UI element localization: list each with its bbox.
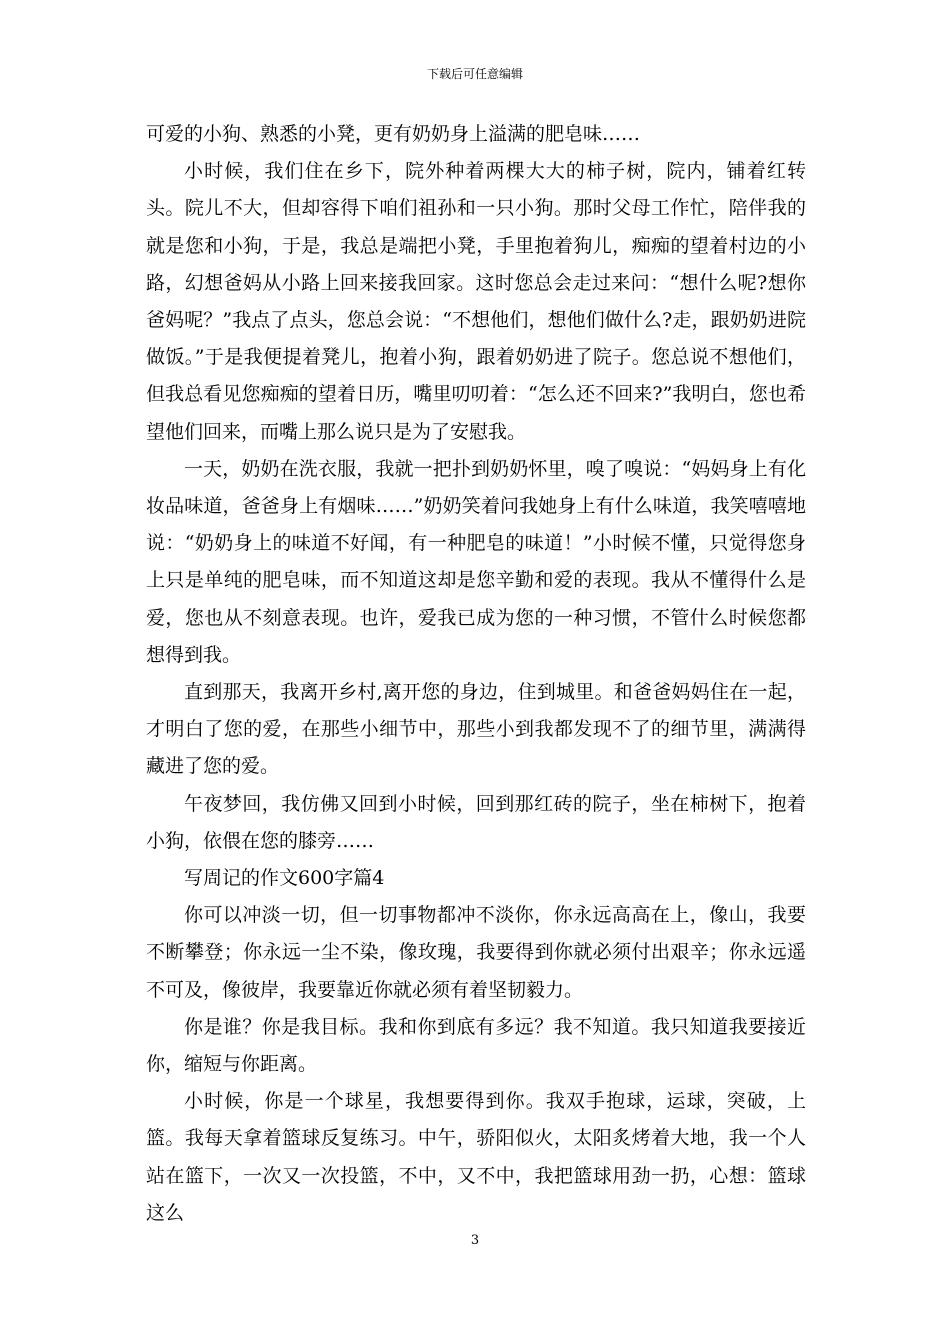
paragraph-7: 你是谁？你是我目标。我和你到底有多远？我不知道。我只知道我要接近你，缩短与你距离。 bbox=[146, 1015, 806, 1076]
page-header: 下载后可任意编辑 bbox=[426, 67, 523, 81]
paragraph-2: 小时候，我们住在乡下，院外种着两棵大大的柿子树，院内，铺着红转头。院儿不大，但却容得下咱们祖孙和一只小狗。那时父母工作忙，陪伴我的就是您和小狗，于是，我总是端把小凳，手里抱着狗儿，痴痴的望着村边的小路，幻想爸妈从小路上回来接我回家。这时您总会走过来问：“想什么呢?想你爸妈呢？”我点了点头，您总会说：“不想他们，想他们做什么?走，跟奶奶进院做饭。”于是我便提着凳儿，抱着小狗，跟着奶奶进了院子。您总说不想他们，但我总看见您痴痴的望着日历，嘴里叨叨着：“怎么还不回来?”我明白，您也希望他们回来，而嘴上那么说只是为了安慰我。 bbox=[146, 160, 806, 443]
paragraph-1: 可爱的小狗、熟悉的小凳，更有奶奶身上溢满的肥皂味…… bbox=[146, 123, 641, 145]
paragraph-4: 直到那天，我离开乡村,离开您的身边，住到城里。和爸爸妈妈住在一起，才明白了您的爱，在那些小细节中，那些小到我都发现不了的细节里，满满得藏进了您的爱。 bbox=[146, 681, 806, 778]
paragraph-5: 午夜梦回，我仿佛又回到小时候，回到那红砖的院子，坐在柿树下，抱着小狗，依偎在您的膝旁…… bbox=[146, 792, 806, 852]
page-number: 3 bbox=[470, 1233, 480, 1248]
paragraph-8: 小时候，你是一个球星，我想要得到你。我双手抱球，运球，突破，上篮。我每天拿着篮球反复练习。中午，骄阳似火，太阳炙烤着大地，我一个人站在篮下，一次又一次投篮，不中，又不中，我把篮球用劲一扔，心想：篮球这么 bbox=[146, 1090, 806, 1224]
paragraph-6: 你可以冲淡一切，但一切事物都冲不淡你，你永远高高在上，像山，我要不断攀登；你永远一尘不染，像玫瑰，我要得到你就必须付出艰辛；你永远遥不可及，像彼岸，我要靠近你就必须有着坚韧毅力。 bbox=[146, 904, 806, 1001]
paragraph-3: 一天，奶奶在洗衣服，我就一把扑到奶奶怀里，嗅了嗅说：“妈妈身上有化妆品味道，爸爸身上有烟味……”奶奶笑着问我她身上有什么味道，我笑嘻嘻地说：“奶奶身上的味道不好闻，有一种肥皂的味道！”小时候不懂，只觉得您身上只是单纯的肥皂味，而不知道这却是您辛勤和爱的表现。我从不懂得什么是爱，您也从不刻意表现。也许，爱我已成为您的一种习惯，不管什么时候您都想得到我。 bbox=[146, 457, 806, 666]
section-heading: 写周记的作文600字篇4 bbox=[184, 867, 385, 890]
document-body bbox=[146, 116, 806, 1232]
